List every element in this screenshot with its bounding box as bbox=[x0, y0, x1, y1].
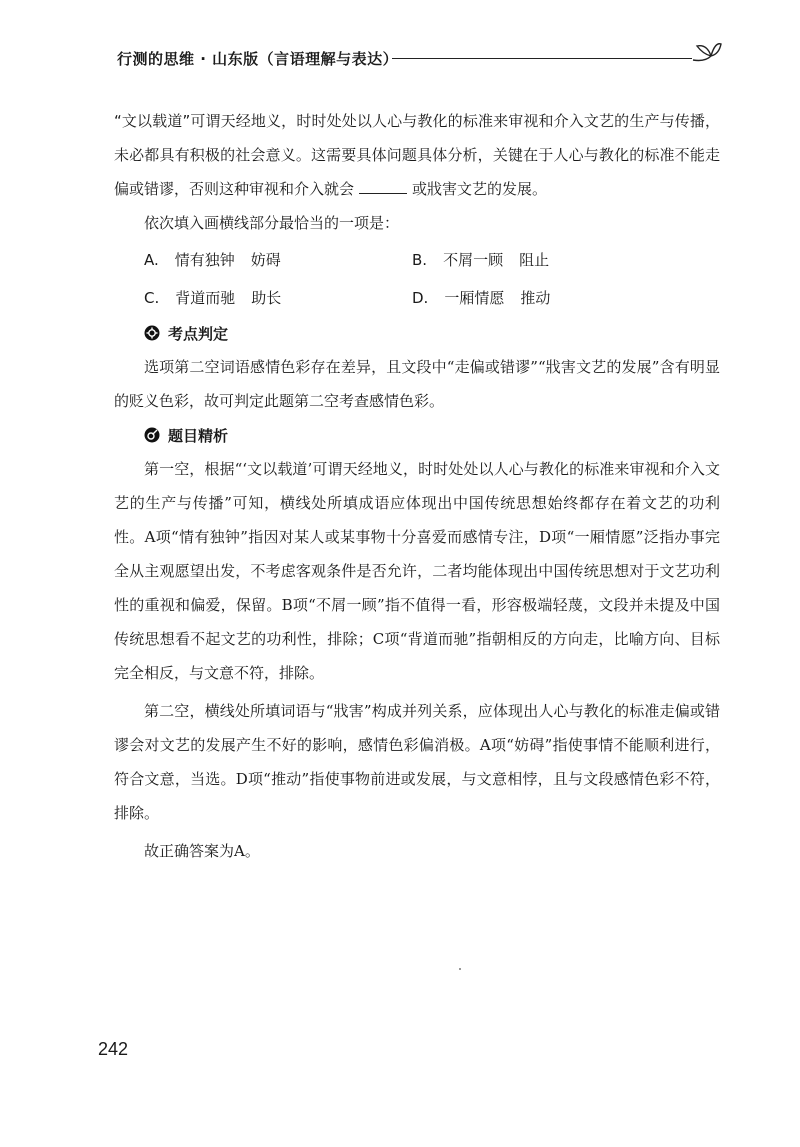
jingxi-paragraph-2: 第二空，横线处所填词语与“戕害”构成并列关系，应体现出人心与教化的标准走偏或错谬会对文艺的发展产生不好的影响，感情色彩偏消极。A项“妨碍”指使事情不能顺利进行，符合文意，当选。D项“推动”指使事物前进或发展，与文意相悖，且与文段感情色彩不符，排除。 bbox=[114, 702, 720, 822]
option-b: B. 不屑一顾 阻止 bbox=[412, 250, 550, 269]
question-passage bbox=[114, 104, 720, 206]
section-jingxi-title: 题目精析 bbox=[168, 426, 229, 445]
passage-part1: “文以载道”可谓天经地义，时时处处以人心与教化的标准来审视和介入文艺的生产与传播，未必都具有积极的社会意义。这需要具体问题具体分析，关键在于人心与教化的标准不能走偏或错谬，否则这种审视和介入就会 bbox=[114, 112, 720, 198]
gear-icon bbox=[144, 325, 160, 341]
option-d: D. 一厢情愿 推动 bbox=[412, 288, 551, 307]
target-icon bbox=[144, 427, 160, 443]
option-c: C. 背道而驰 助长 bbox=[144, 288, 282, 307]
question-prompt: 依次填入画横线部分最恰当的一项是： bbox=[144, 214, 400, 232]
answer-blank bbox=[359, 177, 407, 194]
section-jingxi-heading bbox=[144, 418, 720, 452]
option-a: A. 情有独钟 妨碍 bbox=[144, 250, 281, 269]
jingxi-conclusion: 故正确答案为A。 bbox=[144, 842, 260, 860]
jingxi-paragraph-1: 第一空，根据“‘文以载道’可谓天经地义，时时处处以人心与教化的标准来审视和介入文艺的生产与传播”可知，横线处所填成语应体现出中国传统思想始终都存在着文艺的功利性。A项“情有独钟”指因对某人或某事物十分喜爱而感情专注，D项“一厢情愿”泛指办事完全从主观愿望出发，不考虑客观条件是否允许，二者均能体现出中国传统思想对于文艺功利性的重视和偏爱，保留。B项“不屑一顾”指不值得一看，形容极端轻蔑，文段并未提及中国传统思想看不起文艺的功利性，排除；C项“背道而驰”指朝相反的方向走，比喻方向、目标完全相反，与文意不符，排除。 bbox=[114, 460, 720, 682]
section-kaodian-heading bbox=[144, 316, 720, 350]
page-number: 242 bbox=[98, 1039, 129, 1059]
kaodian-text: 选项第二空词语感情色彩存在差异，且文段中“走偏或错谬”“戕害文艺的发展”含有明显的贬义色彩，故可判定此题第二空考查感情色彩。 bbox=[114, 358, 720, 410]
passage-part2: 或戕害文艺的发展。 bbox=[412, 180, 548, 198]
page-content bbox=[114, 104, 720, 868]
scan-speck bbox=[459, 968, 461, 970]
options-list bbox=[144, 240, 720, 316]
section-kaodian-title: 考点判定 bbox=[168, 324, 229, 343]
header-rule bbox=[392, 58, 692, 59]
running-header bbox=[117, 38, 722, 68]
sprout-icon bbox=[689, 38, 723, 68]
header-title: 行测的思维 · 山东版（言语理解与表达） bbox=[117, 50, 399, 68]
